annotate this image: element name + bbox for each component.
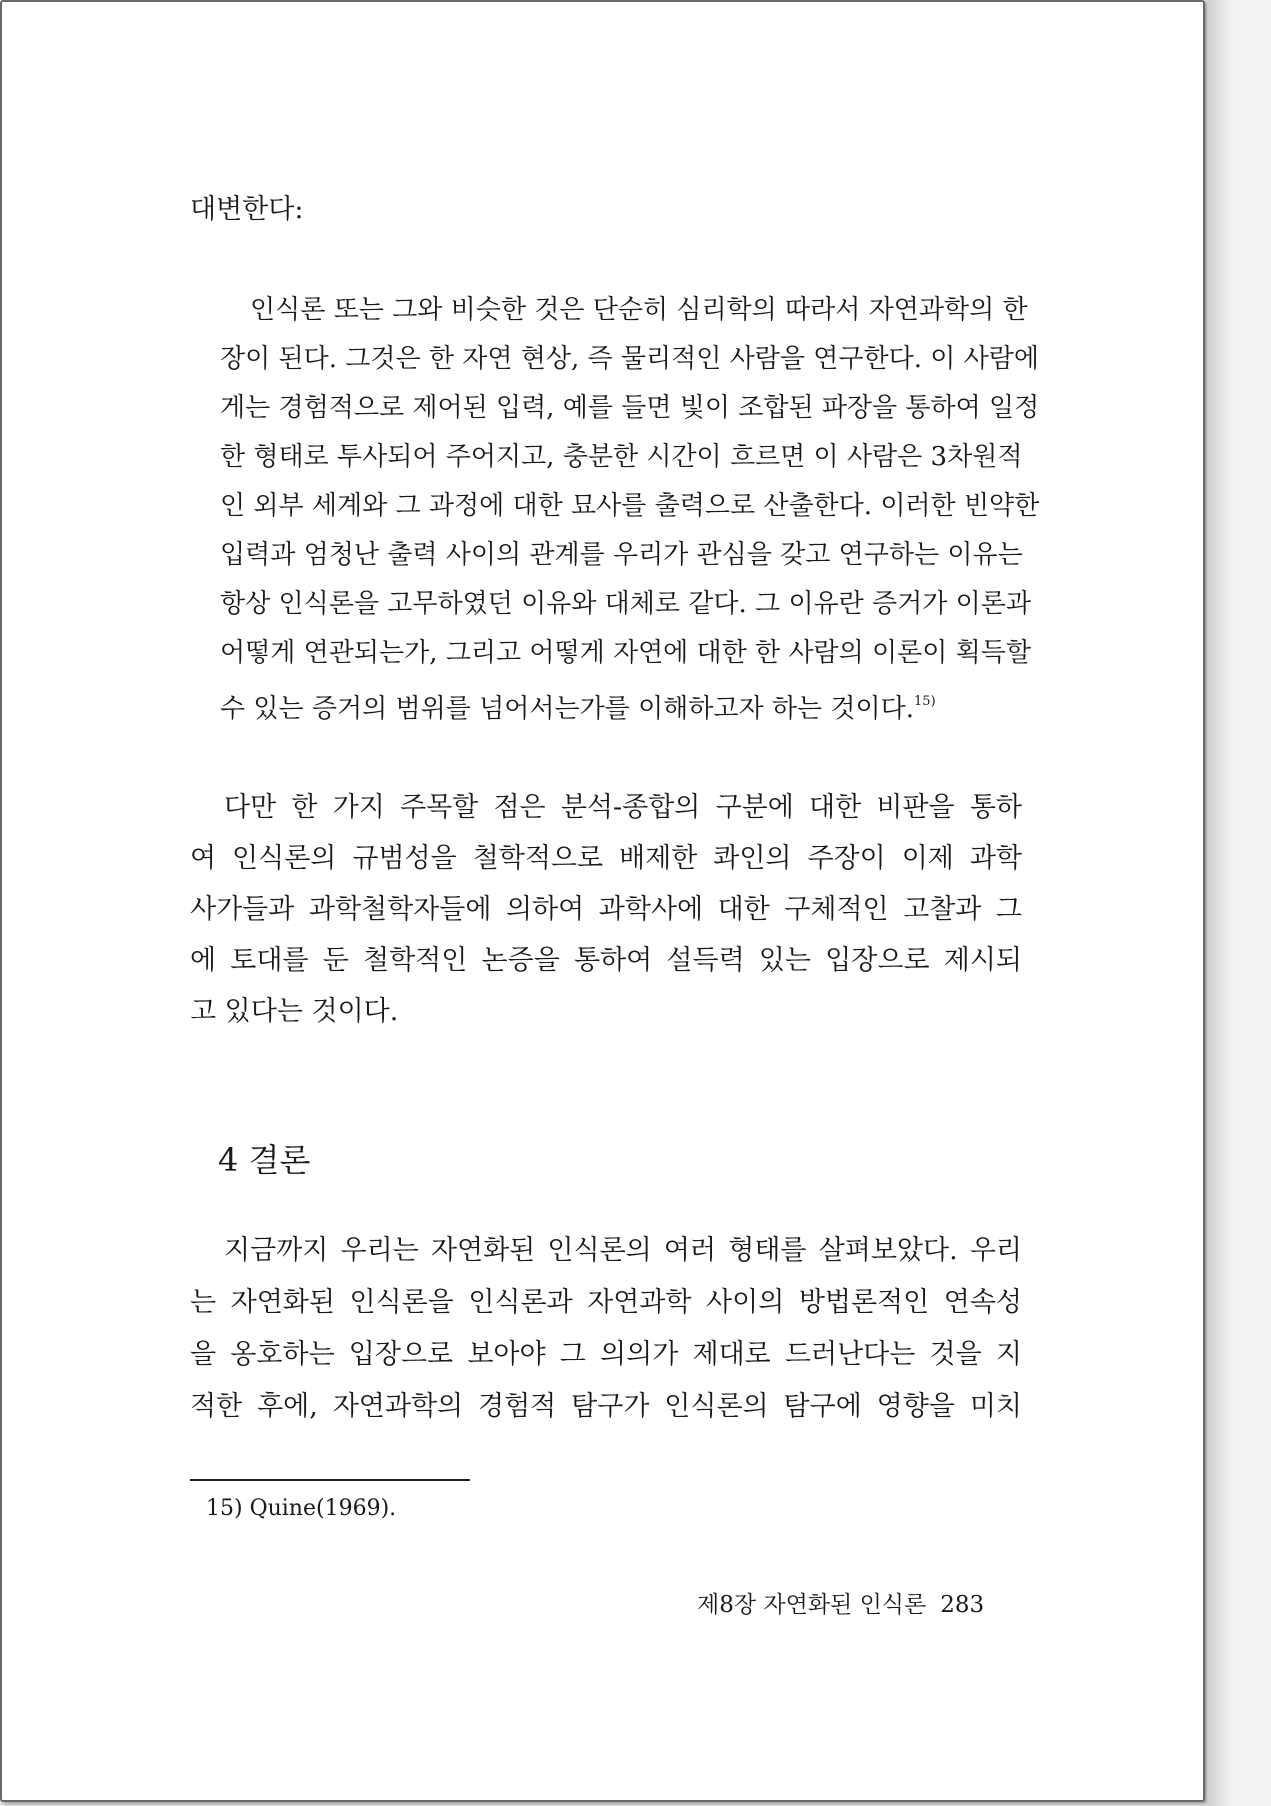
- quote-line: 어떻게 연관되는가, 그리고 어떻게 자연에 대한 한 사람의 이론이 획득할: [220, 638, 1032, 668]
- chapter-title: 제8장 자연화된 인식론: [697, 1592, 927, 1618]
- paragraph-line: 적한 후에, 자연과학의 경험적 탐구가 인식론의 탐구에 영향을 미치: [190, 1391, 1022, 1422]
- quote-line-last: [220, 682, 1022, 729]
- quote-line: 장이 된다. 그것은 한 자연 현상, 즉 물리적인 사람을 연구한다. 이 사람에: [220, 344, 1039, 374]
- footnote-divider: [190, 1479, 470, 1481]
- paragraph-line: 고 있다는 것이다.: [190, 996, 399, 1027]
- quote-line: 인 외부 세계와 그 과정에 대한 묘사를 출력으로 산출한다. 이러한 빈약한: [220, 491, 1040, 521]
- quote-line: 게는 경험적으로 제어된 입력, 예를 들면 빛이 조합된 파장을 통하여 일정: [220, 393, 1040, 423]
- quote-last-text: 수 있는 증거의 범위를 넘어서는가를 이해하고자 하는 것이다.: [220, 694, 915, 724]
- page-number: 283: [940, 1592, 985, 1618]
- quote-line: 입력과 엄청난 출력 사이의 관계를 우리가 관심을 갖고 연구하는 이유는: [220, 540, 1023, 570]
- paragraph-line: 을 옹호하는 입장으로 보아야 그 의의가 제대로 드러난다는 것을 지: [190, 1339, 1022, 1370]
- quote-line: 한 형태로 투사되어 주어지고, 충분한 시간이 흐르면 이 사람은 3차원적: [220, 442, 1023, 472]
- footnote: 15) Quine(1969).: [206, 1496, 397, 1521]
- paragraph-line: 여 인식론의 규범성을 철학적으로 배제한 콰인의 주장이 이제 과학: [190, 843, 1022, 874]
- paragraph-line: 사가들과 과학철학자들에 의하여 과학사에 대한 구체적인 고찰과 그: [190, 894, 1022, 925]
- viewer-gutter: [1207, 0, 1271, 1806]
- running-footer: [697, 1590, 984, 1620]
- paragraph-line: 다만 한 가지 주목할 점은 분석-종합의 구분에 대한 비판을 통하: [224, 792, 1022, 823]
- paragraph-line: 는 자연화된 인식론을 인식론과 자연과학 사이의 방법론적인 연속성: [190, 1287, 1022, 1318]
- quote-line: 인식론 또는 그와 비슷한 것은 단순히 심리학의 따라서 자연과학의 한: [250, 295, 1028, 325]
- paragraph-line: 지금까지 우리는 자연화된 인식론의 여러 형태를 살펴보았다. 우리: [224, 1235, 1022, 1266]
- footnote-marker: 15): [914, 694, 936, 709]
- quote-line: 항상 인식론을 고무하였던 이유와 대체로 같다. 그 이유란 증거가 이론과: [220, 589, 1032, 619]
- paragraph-line: 에 토대를 둔 철학적인 논증을 통하여 설득력 있는 입장으로 제시되: [190, 945, 1022, 976]
- section-heading: 4 결론: [218, 1141, 311, 1179]
- opening-line: 대변한다:: [190, 194, 304, 225]
